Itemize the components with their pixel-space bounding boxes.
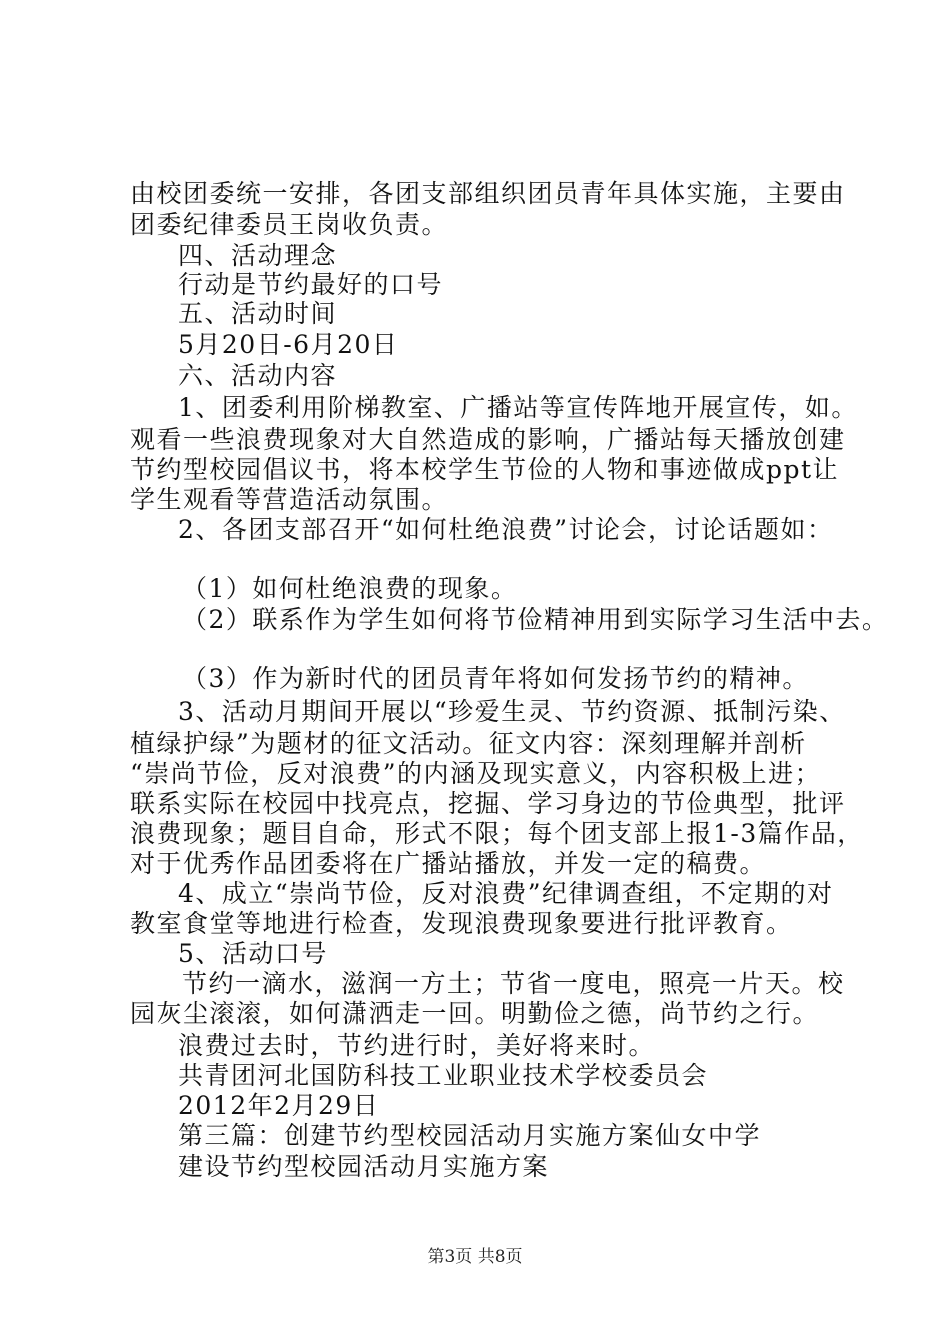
section-heading: 六、活动内容	[178, 361, 338, 390]
body-line: 学生观看等营造活动氛围。	[130, 485, 449, 514]
body-line: 2、各团支部召开“如何杜绝浪费”讨论会，讨论话题如：	[178, 515, 834, 544]
list-item: （2）联系作为学生如何将节俭精神用到实际学习生活中去。	[182, 605, 889, 634]
list-item: （1）如何杜绝浪费的现象。	[182, 574, 518, 603]
body-line: 由校团委统一安排，各团支部组织团员青年具体实施，主要由	[130, 179, 846, 208]
body-line: 1、团委利用阶梯教室、广播站等宣传阵地开展宣传，如。	[178, 393, 858, 422]
body-line: 行动是节约最好的口号	[178, 270, 444, 299]
section-heading: 五、活动时间	[178, 299, 338, 328]
list-item: （3）作为新时代的团员青年将如何发扬节约的精神。	[182, 664, 809, 693]
body-line: 节约一滴水，滋润一方土；节省一度电，照亮一片天。校	[182, 969, 845, 998]
chapter-subtitle: 建设节约型校园活动月实施方案	[178, 1152, 550, 1181]
chapter-title: 第三篇：创建节约型校园活动月实施方案仙女中学	[178, 1121, 762, 1150]
body-line: 4、成立“崇尚节俭，反对浪费”纪律调查组，不定期的对	[178, 879, 834, 908]
body-line: “崇尚节俭，反对浪费”的内涵及现实意义，内容积极上进；	[130, 759, 822, 788]
body-line: 5月20日-6月20日	[178, 330, 399, 359]
signature-org: 共青团河北国防科技工业职业技术学校委员会	[178, 1061, 709, 1090]
body-line: 观看一些浪费现象对大自然造成的影响，广播站每天播放创建	[130, 425, 846, 454]
body-line: 浪费现象；题目自命，形式不限；每个团支部上报1-3篇作品，	[130, 819, 864, 848]
body-line: 3、活动月期间开展以“珍爱生灵、节约资源、抵制污染、	[178, 697, 846, 726]
section-heading: 四、活动理念	[178, 241, 338, 270]
section-heading: 5、活动口号	[178, 939, 328, 968]
body-line: 对于优秀作品团委将在广播站播放，并发一定的稿费。	[130, 849, 767, 878]
body-line: 教室食堂等地进行检查，发现浪费现象要进行批评教育。	[130, 909, 793, 938]
body-line: 植绿护绿”为题材的征文活动。征文内容：深刻理解并剖析	[130, 729, 807, 758]
body-line: 节约型校园倡议书，将本校学生节俭的人物和事迹做成ppt让	[130, 455, 840, 484]
body-line: 浪费过去时，节约进行时，美好将来时。	[178, 1031, 656, 1060]
body-line: 团委纪律委员王岗收负责。	[130, 210, 449, 239]
body-line: 联系实际在校园中找亮点，挖掘、学习身边的节俭典型，批评	[130, 789, 846, 818]
page-number: 第3页 共8页	[427, 1247, 523, 1267]
body-line: 园灰尘滚滚，如何潇洒走一回。明勤俭之德，尚节约之行。	[130, 999, 820, 1028]
signature-date: 2012年2月29日	[178, 1091, 380, 1120]
